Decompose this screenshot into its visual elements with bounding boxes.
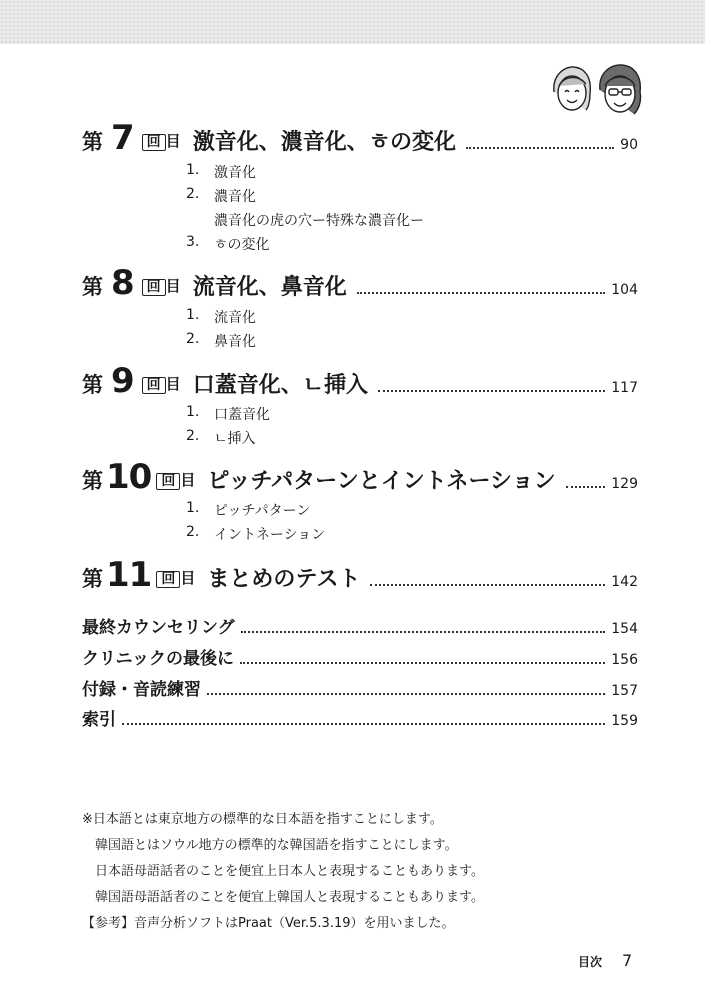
entry-page: 159 [611,713,638,729]
chapter-9-heading[interactable] [82,361,638,404]
note-line: 日本語母語話者のことを便宜上日本人と表現することもあります。 [95,864,484,879]
subitem-number: 2. [186,524,200,540]
subitem-text: イントネーション [214,527,326,543]
chapter-kai-box: 回 [142,377,166,394]
subitem-text: 濃音化 [214,189,256,205]
leader-dots [122,719,605,725]
toc-subitem[interactable] [186,500,310,520]
chapter-number: 8 [111,263,135,303]
chapter-kai-box: 回 [156,571,180,588]
entry-page: 157 [611,683,638,699]
chapter-kai-box: 回 [156,473,180,490]
chapter-prefix: 第 [82,567,103,591]
chapter-kai-box: 回 [142,279,166,296]
leader-dots [207,689,605,695]
chapter-number: 11 [106,555,152,595]
chapter-7-heading[interactable] [82,118,638,161]
leader-dots [240,658,605,664]
note-line: 【参考】音声分析ソフトはPraat（Ver.5.3.19）を用いました。 [82,916,455,931]
toc-subitem[interactable] [186,162,256,182]
toc-subitem[interactable] [186,307,256,327]
subitem-number: 2. [186,331,200,347]
chapter-title: 口蓋音化、ㄴ挿入 [192,373,368,398]
subitem-number: 3. [186,234,200,250]
toc-entry-appendix[interactable] [82,675,638,700]
subitem-number: 2. [186,428,200,444]
leader-dots [378,384,605,392]
subitem-text: ピッチパターン [214,503,311,519]
chapter-number: 10 [106,457,152,497]
toc-entry-clinic-end[interactable] [82,644,638,669]
subitem-number: 2. [186,186,200,202]
toc-subitem[interactable] [186,234,270,254]
subitem-text: 口蓋音化 [214,407,270,423]
chapter-me: 目 [165,277,181,295]
page-number: 7 [622,951,633,970]
entry-title: クリニックの最後に [82,649,234,669]
chapter-prefix: 第 [82,275,103,299]
chapter-me: 目 [180,569,196,587]
note-line: ※日本語とは東京地方の標準的な日本語を指すことにします。 [82,812,443,827]
chapter-prefix: 第 [82,373,103,397]
note-line: 韓国語母語話者のことを便宜上韓国人と表現することもあります。 [95,890,484,905]
leader-dots [357,286,606,294]
subitem-number: 1. [186,307,200,323]
chapter-me: 目 [165,375,181,393]
header-band [0,0,705,44]
chapter-page: 129 [611,476,638,492]
mascot-right-icon [600,65,641,114]
chapter-page: 142 [611,574,638,590]
chapter-me: 目 [165,132,181,150]
entry-page: 154 [611,621,638,637]
mascot-left-icon [554,67,591,110]
entry-title: 付録・音読練習 [82,680,201,700]
chapter-page: 104 [611,282,638,298]
entry-page: 156 [611,652,638,668]
chapter-8-heading[interactable] [82,263,638,306]
chapter-title: ピッチパターンとイントネーション [207,469,556,494]
subitem-text: 流音化 [214,310,256,326]
page-footer [578,951,632,970]
note-line: 韓国語とはソウル地方の標準的な韓国語を指すことにします。 [95,838,458,853]
toc-subitem[interactable] [186,428,256,448]
entry-title: 索引 [82,710,116,730]
chapter-11-heading[interactable] [82,555,638,598]
subitem-number: 1. [186,500,200,516]
footer-label: 目次 [578,955,603,969]
subitem-number: 1. [186,404,200,420]
toc-subitem-text[interactable]: 濃音化の虎の穴ー特殊な濃音化ー [214,213,424,229]
leader-dots [466,141,614,149]
mascot-illustration [548,62,644,120]
subitem-text: 鼻音化 [214,334,256,350]
entry-title: 最終カウンセリング [82,618,235,638]
chapter-title: 激音化、濃音化、ㅎの変化 [192,130,456,155]
chapter-number: 9 [111,361,135,401]
subitem-text: 激音化 [214,165,256,181]
chapter-page: 90 [620,137,638,153]
toc-subitem[interactable] [186,404,270,424]
toc-entry-index[interactable] [82,705,638,730]
toc-subitem[interactable] [186,331,256,351]
chapter-10-heading[interactable] [82,457,638,500]
chapter-page: 117 [611,380,638,396]
chapter-kai-box: 回 [142,134,166,151]
leader-dots [370,578,605,586]
chapter-number: 7 [111,118,135,158]
leader-dots [241,627,606,633]
leader-dots [566,480,606,488]
subitem-text: ㄴ挿入 [214,431,256,447]
chapter-prefix: 第 [82,130,103,154]
toc-entry-final-counseling[interactable] [82,613,638,638]
toc-subitem[interactable] [186,186,256,206]
subitem-number: 1. [186,162,200,178]
chapter-me: 目 [180,471,196,489]
chapter-prefix: 第 [82,469,103,493]
chapter-title: まとめのテスト [207,567,361,592]
toc-subitem[interactable] [186,524,325,544]
chapter-title: 流音化、鼻音化 [192,275,347,300]
subitem-text: ㅎの変化 [214,237,270,253]
